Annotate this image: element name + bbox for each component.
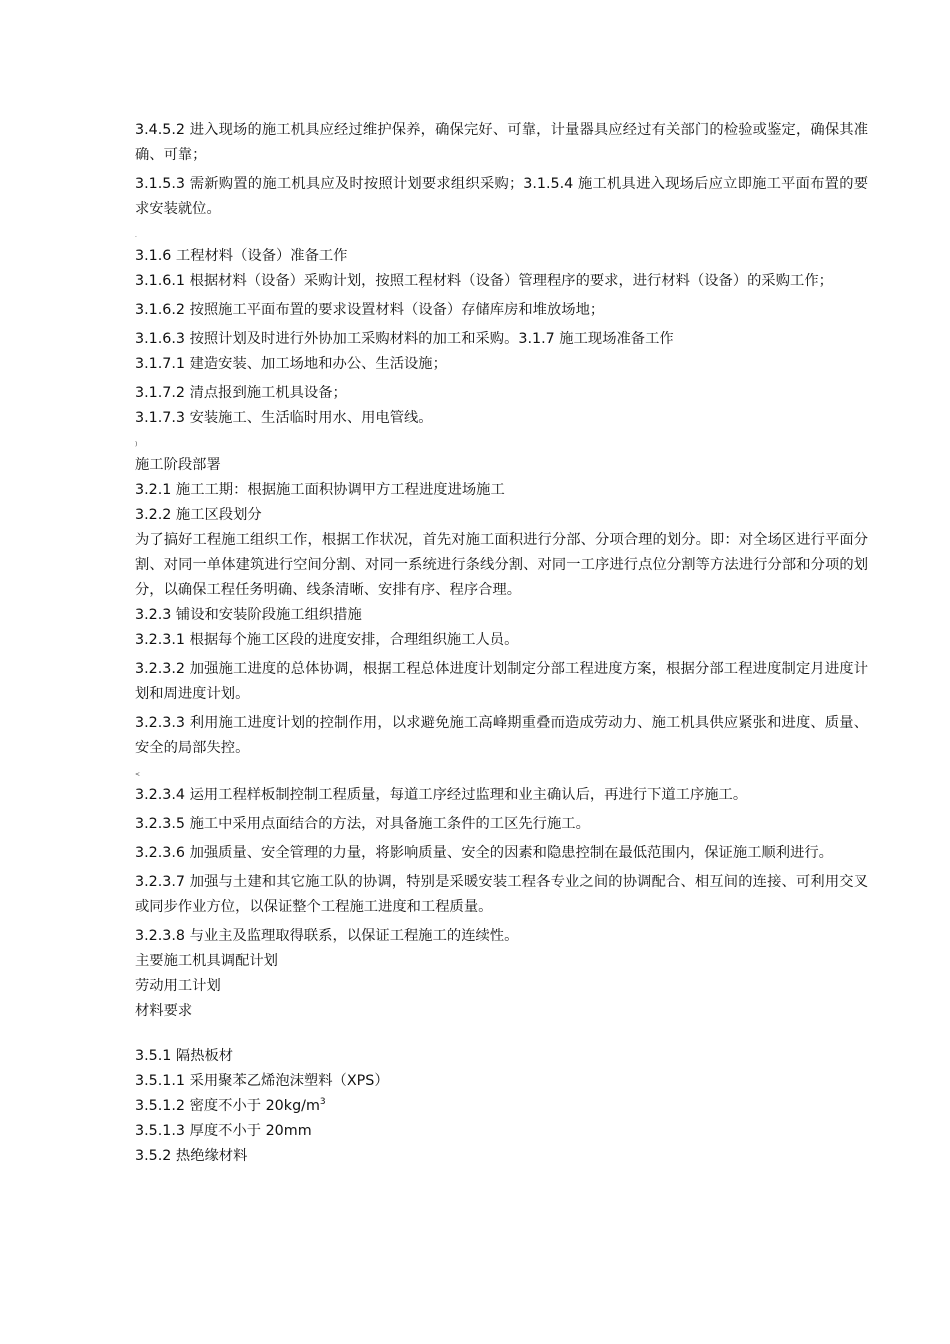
paragraph-3-2-3-1: 3.2.3.1 根据每个施工区段的进度安排，合理组织施工人员。 <box>135 632 519 648</box>
paragraph-3-2-3-3: 3.2.3.3 利用施工进度计划的控制作用，以求避免施工高峰期重叠而造成劳动力、施工机具供应紧张和进度、质量、安全的局部失控。 <box>135 715 868 756</box>
paragraph-3-1-6-2: 3.1.6.2 按照施工平面布置的要求设置材料（设备）存储库房和堆放场地； <box>135 302 605 318</box>
paragraph-3-2-1: 3.2.1 施工工期：根据施工面积协调甲方工程进度进场施工 <box>135 482 505 498</box>
heading-3-5-2: 3.5.2 热绝缘材料 <box>135 1148 248 1164</box>
paragraph-3-2-3-5: 3.2.3.5 施工中采用点面结合的方法，对具备施工条件的工区先行施工。 <box>135 816 590 832</box>
paragraph-3-1-5-3: 3.1.5.3 需新购置的施工机具应及时按照计划要求组织采购；3.1.5.4 施工机具进入现场后应立即施工平面布置的要求安装就位。 <box>135 176 868 217</box>
heading-3-2-2: 3.2.2 施工区段划分 <box>135 507 262 523</box>
paragraph-3-5-1-3: 3.5.1.3 厚度不小于 20mm <box>135 1123 312 1139</box>
paragraph-3-4-5-2: 3.4.5.2 进入现场的施工机具应经过维护保养，确保完好、可靠，计量器具应经过有关部门的检验或鉴定，确保其准确、可靠； <box>135 122 868 163</box>
density-text: 3.5.1.2 密度不小于 20kg/m <box>135 1098 320 1114</box>
paragraph-3-2-3-4: 3.2.3.4 运用工程样板制控制工程质量，每道工序经过监理和业主确认后，再进行下道工序施工。 <box>135 787 748 803</box>
paragraph-3-2-3-8: 3.2.3.8 与业主及监理取得联系，以保证工程施工的连续性。 <box>135 928 519 944</box>
heading-material-requirements: 材料要求 <box>135 1003 193 1019</box>
paragraph-3-2-3-2: 3.2.3.2 加强施工进度的总体协调，根据工程总体进度计划制定分部工程进度方案，根据分部工程进度制定月进度计划和周进度计划。 <box>135 661 868 702</box>
stray-mark: . <box>135 232 137 239</box>
paragraph-zone-division: 为了搞好工程施工组织工作，根据工作状况，首先对施工面积进行分部、分项合理的划分。即：对全场区进行平面分割、对同一单体建筑进行空间分割、对同一系统进行条线分割、对同一工序进行点位分割等方法进行分部和分项的划分，以确保工程任务明确、线条清晰、安排有序、程序合理。 <box>135 532 868 598</box>
paragraph-3-2-3-7: 3.2.3.7 加强与土建和其它施工队的协调，特别是采暖安装工程各专业之间的协调配合、相互间的连接、可利用交叉或同步作业方位，以保证整个工程施工进度和工程质量。 <box>135 874 868 915</box>
paragraph-3-1-7-3: 3.1.7.3 安装施工、生活临时用水、用电管线。 <box>135 410 433 426</box>
heading-labor-plan: 劳动用工计划 <box>135 978 221 994</box>
heading-3-2-3: 3.2.3 铺设和安装阶段施工组织措施 <box>135 607 362 623</box>
heading-construction-phase: 施工阶段部署 <box>135 457 221 473</box>
paragraph-3-5-1-2 <box>135 1094 868 1119</box>
heading-3-1-6: 3.1.6 工程材料（设备）准备工作 <box>135 248 348 264</box>
document-page <box>135 118 868 1169</box>
paragraph-3-1-6-3: 3.1.6.3 按照计划及时进行外协加工采购材料的加工和采购。3.1.7 施工现场准备工作 <box>135 331 674 347</box>
paragraph-3-5-1-1: 3.5.1.1 采用聚苯乙烯泡沫塑料（XPS） <box>135 1073 389 1089</box>
heading-3-5-1: 3.5.1 隔热板材 <box>135 1048 234 1064</box>
paragraph-3-1-7-1: 3.1.7.1 建造安装、加工场地和办公、生活设施； <box>135 356 447 372</box>
stray-mark: < <box>135 771 141 778</box>
paragraph-3-2-3-6: 3.2.3.6 加强质量、安全管理的力量，将影响质量、安全的因素和隐患控制在最低范围内，保证施工顺利进行。 <box>135 845 833 861</box>
superscript-3: 3 <box>319 1097 326 1107</box>
heading-equipment-plan: 主要施工机具调配计划 <box>135 953 278 969</box>
paragraph-3-1-6-1: 3.1.6.1 根据材料（设备）采购计划，按照工程材料（设备）管理程序的要求，进行材料（设备）的采购工作； <box>135 273 833 289</box>
stray-mark: ) <box>135 441 138 448</box>
paragraph-3-1-7-2: 3.1.7.2 清点报到施工机具设备； <box>135 385 347 401</box>
